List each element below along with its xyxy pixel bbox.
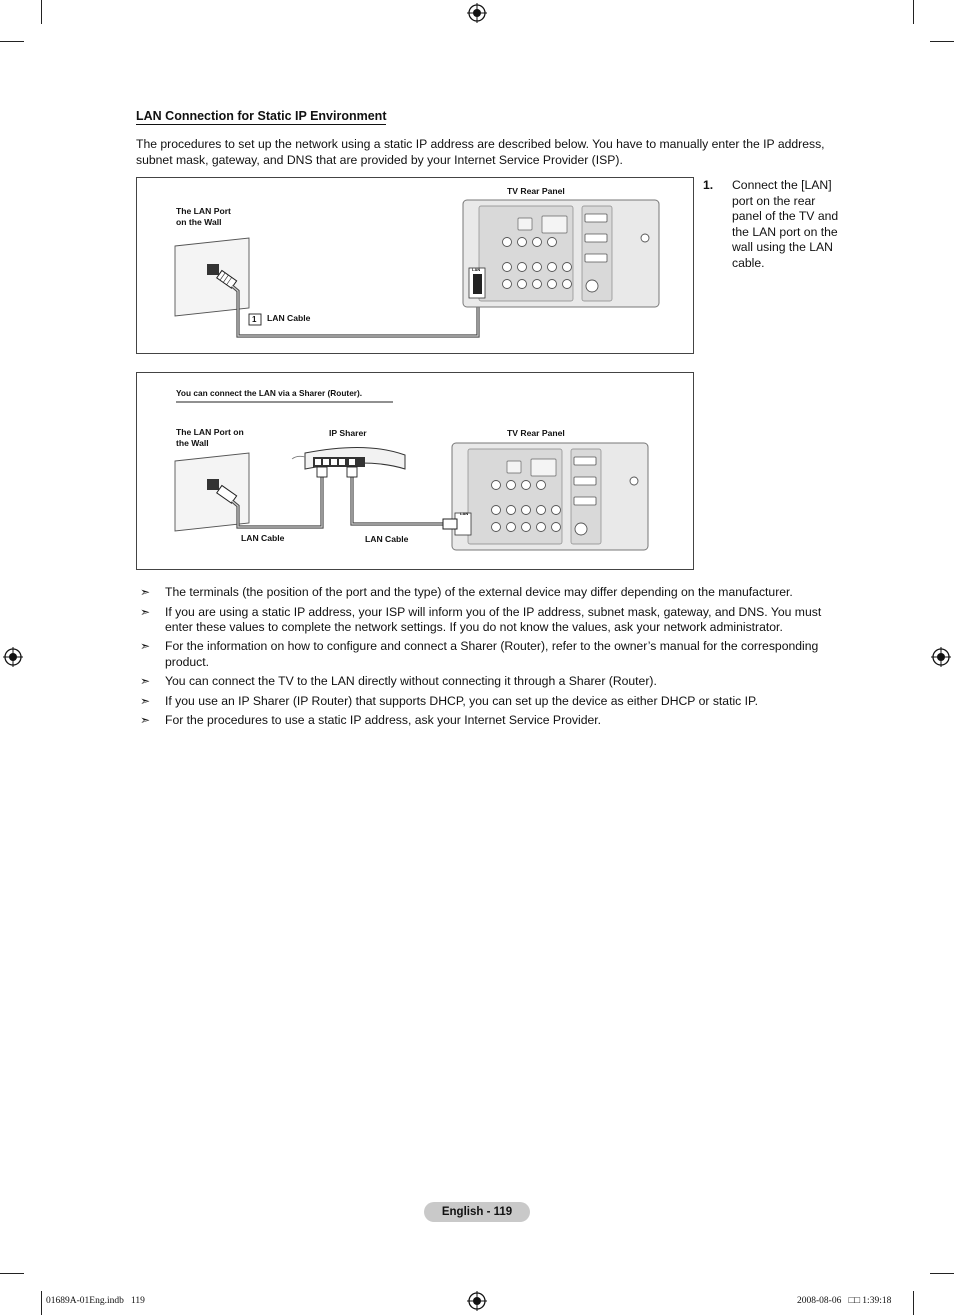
lan-cable-label: LAN Cable <box>267 313 311 323</box>
wall-port-label-line1: The LAN Port on <box>176 427 244 437</box>
router-connection-diagram <box>137 373 693 569</box>
ip-sharer-label: IP Sharer <box>329 428 367 438</box>
registration-mark-icon <box>3 647 23 667</box>
crop-mark <box>0 41 24 42</box>
footer-file-info: 01689A-01Eng.indb 119 <box>46 1296 145 1306</box>
wall-port-label-line1: The LAN Port <box>176 206 231 216</box>
cable-number: 1 <box>252 315 257 324</box>
note-text: If you are using a static IP address, your ISP will inform you of the IP address, subnet mask, gateway, and DNS. You must enter these values to complete the network settings. If you do not know the values, ask your network administrator. <box>165 604 822 634</box>
note-item <box>140 605 840 635</box>
figure-direct-connection <box>136 177 694 354</box>
wall-port-label-line2: on the Wall <box>176 216 222 227</box>
figure-router-connection <box>136 372 694 570</box>
note-text: For the procedures to use a static IP address, ask your Internet Service Provider. <box>165 713 602 728</box>
note-arrow-icon: ➣ <box>140 639 151 654</box>
lan-cable-label-right: LAN Cable <box>365 534 409 544</box>
note-arrow-icon: ➣ <box>140 604 151 619</box>
tv-rear-panel-label: TV Rear Panel <box>507 186 565 196</box>
note-item <box>140 713 840 728</box>
note-arrow-icon: ➣ <box>140 585 151 599</box>
lan-cable-label-left: LAN Cable <box>241 533 285 543</box>
step-text: Connect the [LAN] port on the rear panel of the TV and the LAN port on the wall using the LAN cable. <box>732 178 839 270</box>
note-item <box>140 585 840 600</box>
intro-paragraph: The procedures to set up the network using a static IP address are described below. You have to manually enter the IP address, subnet mask, gateway, and DNS that are provided by your Internet Service Provider (ISP). <box>136 137 825 167</box>
lan-port-tag: LAN <box>460 511 469 516</box>
crop-mark <box>0 1273 24 1274</box>
note-arrow-icon: ➣ <box>140 713 151 728</box>
crop-mark <box>930 1273 954 1274</box>
router-caption: You can connect the LAN via a Sharer (Router). <box>176 388 363 398</box>
crop-mark <box>913 0 914 24</box>
wall-port-label-line2: the Wall <box>176 437 209 448</box>
note-item <box>140 694 840 709</box>
registration-mark-icon <box>467 3 487 23</box>
tv-rear-panel-label: TV Rear Panel <box>507 428 565 438</box>
crop-mark <box>41 0 42 24</box>
registration-mark-icon <box>931 647 951 667</box>
step-number: 1. <box>703 178 714 192</box>
crop-mark <box>41 1291 42 1315</box>
lan-port-tag: LAN <box>472 267 481 272</box>
note-text: You can connect the TV to the LAN directly without connecting it through a Sharer (Router). <box>165 674 657 689</box>
registration-mark-icon <box>467 1291 487 1311</box>
section-heading: LAN Connection for Static IP Environment <box>136 109 387 123</box>
footer-timestamp: 2008-08-06 □□ 1:39:18 <box>797 1296 892 1306</box>
notes-list <box>140 585 840 733</box>
crop-mark <box>913 1291 914 1315</box>
note-item <box>140 639 840 669</box>
note-text: For the information on how to configure and connect a Sharer (Router), refer to the owner’s manual for the corresponding product. <box>165 639 819 669</box>
crop-mark <box>930 41 954 42</box>
note-text: If you use an IP Sharer (IP Router) that supports DHCP, you can set up the device as either DHCP or static IP. <box>165 693 758 708</box>
wall-port-label <box>176 206 231 227</box>
note-arrow-icon: ➣ <box>140 674 151 689</box>
direct-connection-diagram <box>137 178 693 353</box>
note-arrow-icon: ➣ <box>140 693 151 708</box>
wall-port-label <box>176 427 244 448</box>
note-text: The terminals (the position of the port and the type) of the external device may differ depending on the manufacturer. <box>165 585 793 599</box>
page-number-badge: English - 119 <box>424 1202 530 1222</box>
note-item <box>140 674 840 689</box>
